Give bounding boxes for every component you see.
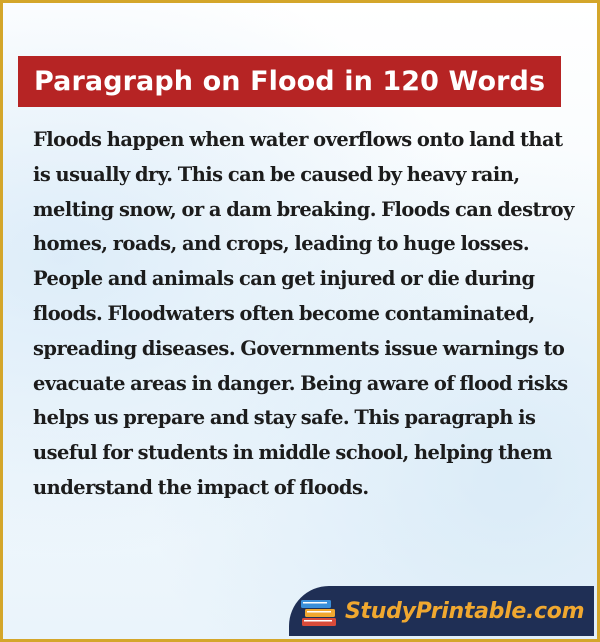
- books-icon: [299, 591, 339, 631]
- page-title: Paragraph on Flood in 120 Words: [34, 66, 546, 97]
- paragraph-text: Floods happen when water overflows onto land that is usually dry. This can be caused by heavy rain, melting snow, or a dam breaking. Floods can destroy homes, roads, and crops, leading to huge losses. People and animals can get injured or die during floods. Floodwaters often become contaminated, spreading diseases. Governments issue warnings to evacuate areas in danger. Being aware of flood risks helps us prepare and stay safe. This paragraph is useful for students in middle school, helping them understand the impact of floods.: [33, 128, 574, 499]
- logo-text: StudyPrintable.com: [345, 598, 585, 624]
- title-banner: [18, 56, 561, 107]
- site-logo: [289, 586, 594, 636]
